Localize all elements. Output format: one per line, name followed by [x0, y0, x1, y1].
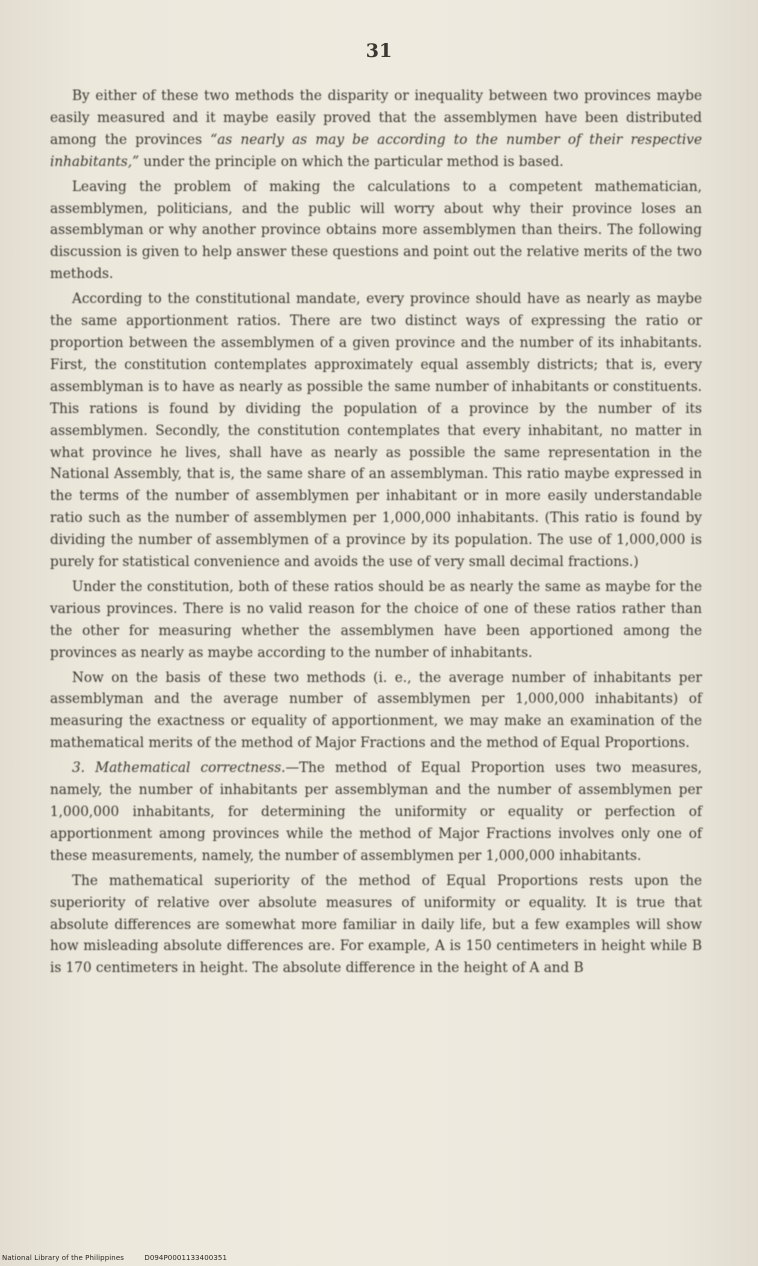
paragraph-1 — [50, 86, 702, 174]
paragraph-4: Under the constitution, both of these ratios should be as nearly the same as maybe for the various provinces. There is no valid reason for the choice of one of these ratios rather than the other for measuring whether the assemblymen have been apportioned among the provinces as nearly as maybe according to the number of inhabitants. — [50, 578, 702, 661]
library-name: National Library of the Philippines — [2, 1254, 124, 1262]
archive-footer — [2, 1254, 245, 1262]
paragraph-6-text: —The method of Equal Proportion uses two measures, namely, the number of inhabitants per assemblyman and the number of assemblymen per 1,000,000 inhabitants, for determining the uniformity or equality or perfection of apportionment among provinces while the method of Major Fractions involves only one of these measurements, namely, the number of assemblymen per 1,000,000 inhabitants. — [50, 760, 702, 864]
quoted-constitutional-phrase: “as nearly as may be according to the number of their respective inhabitants,” — [50, 131, 702, 170]
archive-code: D094P0001133400351 — [144, 1254, 227, 1262]
paragraph-5: Now on the basis of these two methods (i. e., the average number of inhabitants per assemblyman and the average number of assemblymen per 1,000,000 inhabitants) of measuring the exactness or equality of apportionment, we may make an examination of the mathematical merits of the method of Major Fractions and the method of Equal Proportions. — [50, 669, 702, 752]
paragraph-7: The mathematical superiority of the method of Equal Proportions rests upon the superiority of relative over absolute measures of uniformity or equality. It is true that absolute differences are somewhat more familiar in daily life, but a few examples will show how misleading absolute differences are. For example, A is 150 centimeters in height while B is 170 centimeters in height. The absolute difference in the height of A and B — [50, 872, 702, 977]
paragraph-6 — [50, 758, 702, 868]
paragraph-2: Leaving the problem of making the calculations to a competent mathematician, assemblymen, politicians, and the public will worry about why their province loses an assemblyman or why another province obtains more assemblymen than theirs. The following discussion is given to help answer these questions and point out the relative merits of the two methods. — [50, 178, 702, 283]
paragraph-1-part-1: By either of these two methods the disparity or inequality between two provinces maybe easily measured and it maybe easily proved that the assemblymen have been distributed among the provinces — [50, 88, 702, 148]
paragraph-1-part-2: under the principle on which the particular method is based. — [139, 153, 564, 170]
body-text — [50, 86, 702, 983]
section-heading: 3. Mathematical correctness. — [72, 760, 286, 777]
page-number: 31 — [365, 40, 393, 62]
paragraph-3: According to the constitutional mandate, every province should have as nearly as maybe the same apportionment ratios. There are two distinct ways of expressing the ratio or proportion between the assemblymen of a given province and the number of its inhabitants. First, the constitution contemplates approximately equal assembly districts; that is, every assemblyman is to have as nearly as possible the same number of inhabitants or constituents. This rations is found by dividing the population of a province by the number of its assemblymen. Secondly, the constitution contemplates that every inhabitant, no matter in what province he lives, shall have as nearly as possible the same representation in the National Assembly, that is, the same share of an assemblyman. This ratio maybe expressed in the terms of the number of assemblymen per inhabitant or in more easily understandable ratio such as the number of assemblymen per 1,000,000 inhabitants. (This ratio is found by dividing the number of assemblymen of a province by its population. The use of 1,000,000 is purely for statistical convenience and avoids the use of very small decimal fractions.) — [50, 291, 702, 571]
